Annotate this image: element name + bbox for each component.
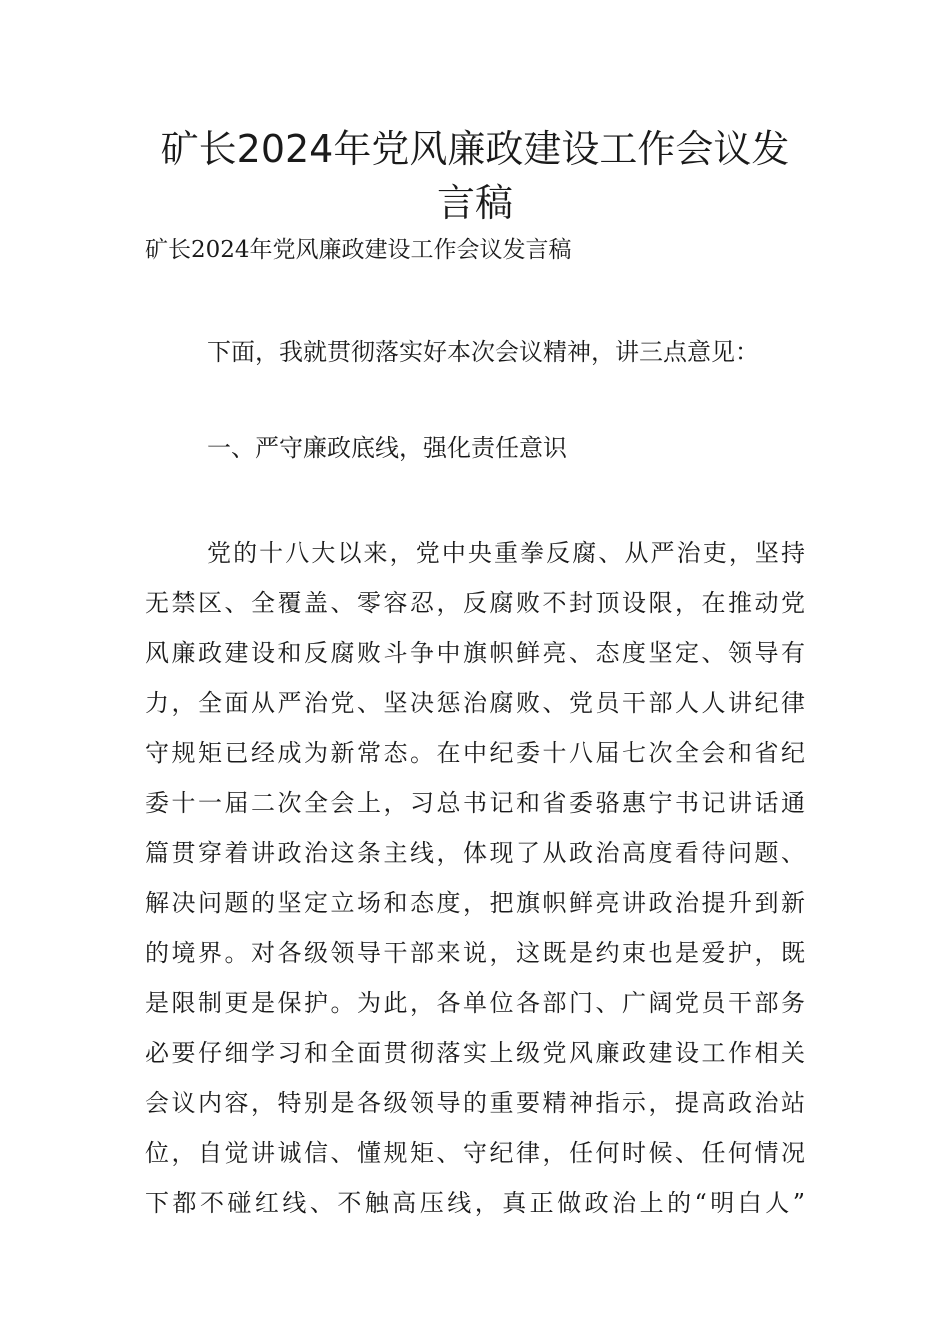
body-line: 无禁区、全覆盖、零容忍，反腐败不封顶设限，在推动党 [145, 589, 805, 617]
section-heading: 一、严守廉政底线，强化责任意识 [207, 434, 567, 462]
body-line: 党的十八大以来，党中央重拳反腐、从严治吏，坚持 [207, 539, 805, 567]
body-line: 力，全面从严治党、坚决惩治腐败、党员干部人人讲纪律 [145, 689, 805, 717]
body-line: 风廉政建设和反腐败斗争中旗帜鲜亮、态度坚定、领导有 [145, 639, 805, 667]
body-line: 的境界。对各级领导干部来说，这既是约束也是爱护，既 [145, 939, 805, 967]
intro-paragraph: 下面，我就贯彻落实好本次会议精神，讲三点意见： [207, 338, 759, 366]
title-line-2: 言稿 [436, 181, 513, 225]
document-subtitle: 矿长2024年党风廉政建设工作会议发言稿 [145, 237, 572, 263]
body-line: 篇贯穿着讲政治这条主线，体现了从政治高度看待问题、 [145, 839, 805, 867]
body-line: 位，自觉讲诚信、懂规矩、守纪律，任何时候、任何情况 [145, 1139, 805, 1167]
body-paragraph [145, 528, 805, 1228]
title-line-1: 矿长2024年党风廉政建设工作会议发 [160, 127, 790, 171]
body-line: 是限制更是保护。为此，各单位各部门、广阔党员干部务 [145, 989, 805, 1017]
body-line: 下都不碰红线、不触高压线，真正做政治上的“明白人” [145, 1189, 805, 1217]
body-line: 会议内容，特别是各级领导的重要精神指示，提高政治站 [145, 1089, 805, 1117]
body-line: 必要仔细学习和全面贯彻落实上级党风廉政建设工作相关 [145, 1039, 805, 1067]
document-title [145, 122, 805, 230]
body-line: 解决问题的坚定立场和态度，把旗帜鲜亮讲政治提升到新 [145, 889, 805, 917]
body-line: 守规矩已经成为新常态。在中纪委十八届七次全会和省纪 [145, 739, 805, 767]
body-line: 委十一届二次全会上，习总书记和省委骆惠宁书记讲话通 [145, 789, 805, 817]
